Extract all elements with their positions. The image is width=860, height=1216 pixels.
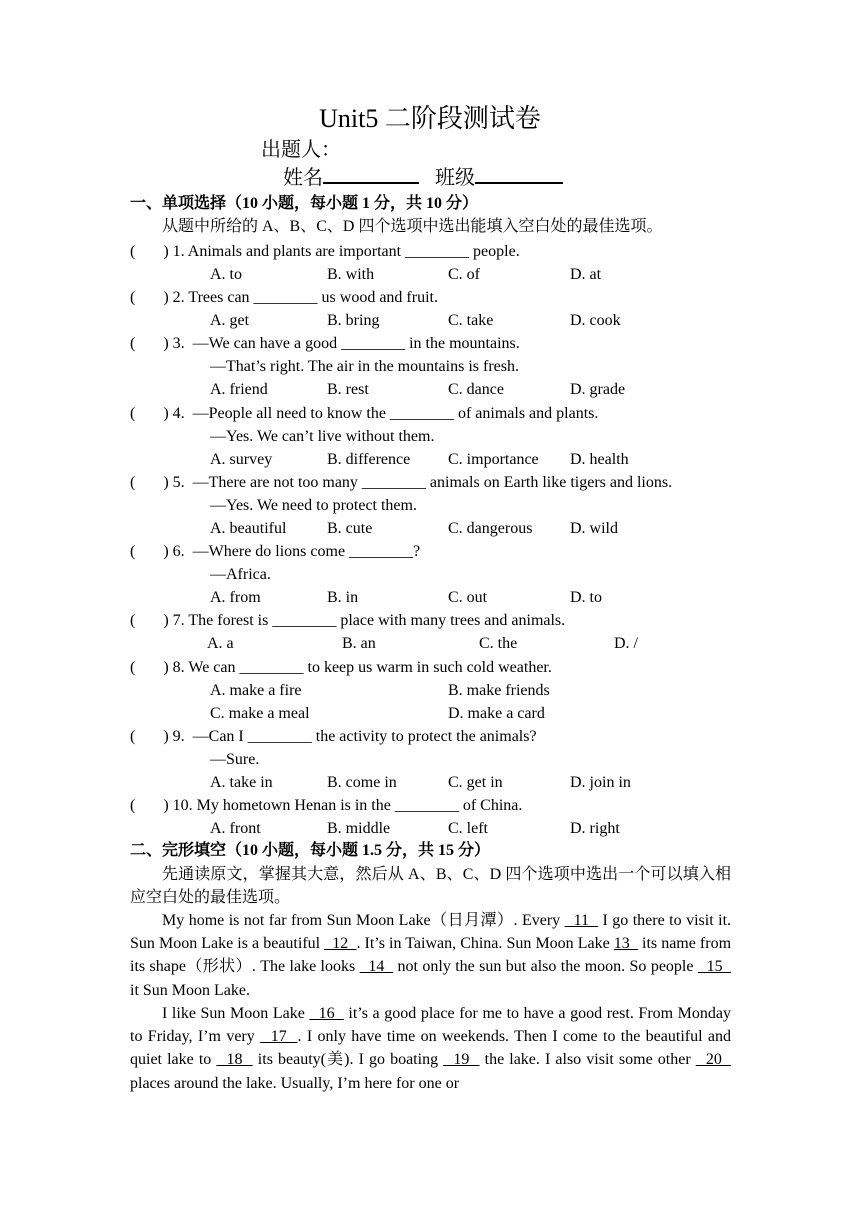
question-stem: ( ) 6. —Where do lions come ________? <box>130 543 421 560</box>
option-d[interactable]: D. wild <box>570 520 618 537</box>
question-stem: ( ) 10. My hometown Henan is in the ________ of China. <box>130 797 523 814</box>
cloze-paragraph-1 <box>130 909 731 1002</box>
question-reply: —Yes. We can’t live without them. <box>210 428 435 445</box>
option-d[interactable]: D. to <box>570 589 602 606</box>
option-b[interactable]: B. in <box>327 589 359 606</box>
option-c[interactable]: C. the <box>479 635 518 652</box>
option-d[interactable]: D. health <box>570 451 629 468</box>
paragraph-text: it’s a good place for me to have a good rest. From Monday to Friday, I’m very <box>130 1005 732 1046</box>
option-a[interactable]: A. take in <box>210 774 273 791</box>
section2-instruction: 先通读原文，掌握其大意，然后从 A、B、C、D 四个选项中选出一个可以填入相应空白处的最佳选项。 <box>130 866 731 907</box>
question-stem: ( ) 3. —We can have a good ________ in the mountains. <box>130 335 520 352</box>
option-a[interactable]: A. front <box>210 820 261 837</box>
option-d[interactable]: D. right <box>570 820 620 837</box>
question-stem: ( ) 4. —People all need to know the ________ of animals and plants. <box>130 405 599 422</box>
paragraph-text: not only the sun but also the moon. So people <box>393 958 698 976</box>
cloze-paragraph-2 <box>130 1002 731 1095</box>
option-c[interactable]: C. make a meal <box>210 705 310 722</box>
class-label: 班级 <box>435 167 475 189</box>
option-d[interactable]: D. cook <box>570 312 621 329</box>
cloze-blank[interactable]: 13 <box>613 935 638 953</box>
cloze-blank[interactable]: 12 <box>324 935 357 953</box>
paragraph-text: I like Sun Moon Lake <box>162 1005 310 1022</box>
option-c[interactable]: C. dangerous <box>448 520 533 537</box>
paragraph-text: it Sun Moon Lake. <box>130 981 250 999</box>
option-b[interactable]: B. bring <box>327 312 380 329</box>
option-b[interactable]: B. with <box>327 266 375 283</box>
option-d[interactable]: D. grade <box>570 381 626 398</box>
cloze-blank[interactable]: 15 <box>697 958 732 976</box>
option-c[interactable]: C. get in <box>448 774 503 791</box>
section1-heading: 一、单项选择（10 小题，每小题 1 分，共 10 分） <box>130 195 479 212</box>
class-field[interactable] <box>475 164 563 184</box>
option-a[interactable]: A. friend <box>210 381 268 398</box>
question-stem: ( ) 7. The forest is ________ place with many trees and animals. <box>130 612 566 629</box>
paragraph-text: places around the lake. Usually, I’m here for one or <box>130 1074 460 1092</box>
option-c[interactable]: C. of <box>448 266 480 283</box>
paragraph-text: its name from its shape（形状）. The lake looks <box>130 935 732 976</box>
option-c[interactable]: C. importance <box>448 451 539 468</box>
paragraph-text: the lake. I also visit some other <box>479 1051 696 1069</box>
cloze-blank[interactable]: 18 <box>216 1051 253 1069</box>
setter-label: 出题人： <box>261 139 341 161</box>
paragraph-text: . I only have time on weekends. Then I come to the beautiful and quiet lake to <box>130 1028 731 1069</box>
question-stem: ( ) 1. Animals and plants are important ________ people. <box>130 243 520 260</box>
option-c[interactable]: C. take <box>448 312 494 329</box>
option-d[interactable]: D. make a card <box>448 705 545 722</box>
option-d[interactable]: D. / <box>614 635 638 652</box>
question-stem: ( ) 8. We can ________ to keep us warm in such cold weather. <box>130 659 552 676</box>
cloze-blank[interactable]: 20 <box>695 1051 732 1069</box>
option-a[interactable]: A. to <box>210 266 242 283</box>
option-a[interactable]: A. survey <box>210 451 273 468</box>
option-b[interactable]: B. rest <box>327 381 369 398</box>
option-b[interactable]: B. an <box>342 635 376 652</box>
paragraph-text: My home is not far from Sun Moon Lake（日月潭）. Every <box>162 912 565 929</box>
option-a[interactable]: A. get <box>210 312 250 329</box>
cloze-blank[interactable]: 14 <box>359 958 394 976</box>
question-reply: —Yes. We need to protect them. <box>210 497 417 514</box>
option-b[interactable]: B. difference <box>327 451 411 468</box>
option-c[interactable]: C. left <box>448 820 488 837</box>
option-c[interactable]: C. out <box>448 589 488 606</box>
section1-instruction: 从题中所给的 A、B、C、D 四个选项中选出能填入空白处的最佳选项。 <box>162 218 663 235</box>
page-title: Unit5 二阶段测试卷 <box>319 104 541 133</box>
paragraph-text: I go there to visit it. Sun Moon Lake is a beautiful <box>130 912 732 953</box>
option-b[interactable]: B. middle <box>327 820 391 837</box>
name-label: 姓名 <box>283 167 323 189</box>
paragraph-text: its beauty(美). I go boating <box>252 1051 444 1069</box>
question-reply: —That’s right. The air in the mountains is fresh. <box>210 358 519 375</box>
cloze-blank[interactable]: 19 <box>443 1051 480 1069</box>
question-stem: ( ) 2. Trees can ________ us wood and fruit. <box>130 289 438 306</box>
option-d[interactable]: D. join in <box>570 774 631 791</box>
option-d[interactable]: D. at <box>570 266 602 283</box>
name-class-line <box>283 164 563 191</box>
question-stem: ( ) 9. —Can I ________ the activity to protect the animals? <box>130 728 537 745</box>
cloze-blank[interactable]: 17 <box>260 1028 298 1046</box>
option-a[interactable]: A. make a fire <box>210 682 302 699</box>
option-a[interactable]: A. a <box>207 635 234 652</box>
cloze-blank[interactable]: 11 <box>564 912 598 929</box>
paragraph-text: . It’s in Taiwan, China. Sun Moon Lake <box>356 935 614 953</box>
option-b[interactable]: B. come in <box>327 774 397 791</box>
option-a[interactable]: A. beautiful <box>210 520 287 537</box>
cloze-blank[interactable]: 16 <box>309 1005 344 1022</box>
option-b[interactable]: B. make friends <box>448 682 550 699</box>
question-stem: ( ) 5. —There are not too many ________ animals on Earth like tigers and lions. <box>130 474 673 491</box>
question-reply: —Africa. <box>210 566 271 583</box>
option-c[interactable]: C. dance <box>448 381 504 398</box>
option-a[interactable]: A. from <box>210 589 261 606</box>
option-b[interactable]: B. cute <box>327 520 373 537</box>
section2-heading: 二、完形填空（10 小题，每小题 1.5 分，共 15 分） <box>130 842 491 859</box>
question-reply: —Sure. <box>210 751 260 768</box>
name-field[interactable] <box>323 164 419 184</box>
